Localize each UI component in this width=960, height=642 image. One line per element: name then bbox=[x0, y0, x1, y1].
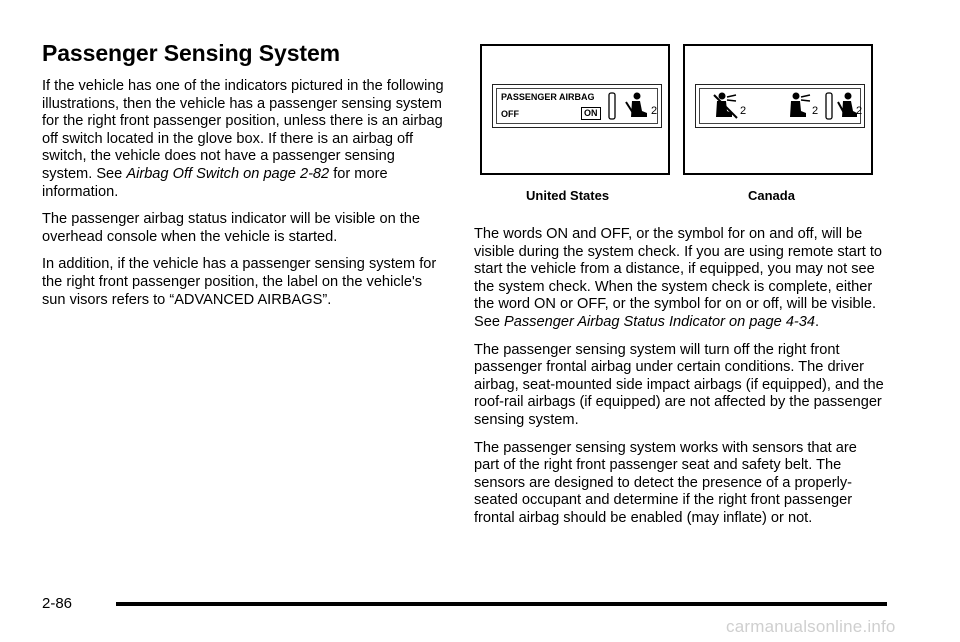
paragraph-turn-off: The passenger sensing system will turn off the right front passenger frontal airbag under certain conditions. The driver airbag, seat-mounted side impact airbags (if equipped), and the roof-rail airbags (if equipped) are not affected by the passenger sensing system. bbox=[474, 341, 884, 428]
divider-icon bbox=[607, 91, 617, 121]
caption-canada: Canada bbox=[748, 188, 795, 203]
icon-number-3: 2 bbox=[856, 105, 863, 117]
icon-number-2: 2 bbox=[812, 105, 819, 117]
on-label: ON bbox=[581, 107, 601, 120]
caption-united-states: United States bbox=[526, 188, 610, 203]
left-column bbox=[42, 40, 444, 319]
paragraph-intro bbox=[42, 78, 444, 201]
paragraph-sun-visor: In addition, if the vehicle has a passenger sensing system for the right front passenger position, the label on the vehicle's sun visors refers to “ADVANCED AIRBAGS”. bbox=[42, 256, 437, 308]
icon-number: 2 bbox=[651, 105, 658, 117]
footer-rule bbox=[116, 602, 887, 606]
airbag-off-symbol-icon bbox=[712, 91, 740, 121]
watermark: carmanualsonline.info bbox=[726, 617, 896, 636]
paragraph-system-check bbox=[474, 226, 884, 332]
right-text bbox=[474, 226, 884, 538]
section-title: Passenger Sensing System bbox=[42, 40, 341, 66]
system-check-text: The words ON and OFF, or the symbol for on and off, will be visible during the system check. If you are using remote start to start the vehicle from a distance, if equipped, you may not see the system check. When the system check is complete, either the word ON or OFF, or the symbol for on or off, will be visible. See bbox=[474, 226, 882, 330]
intro-text: If the vehicle has one of the indicators pictured in the following illustrations, then the vehicle has a passenger sensing system for the right front passenger position, unless there is an airbag off switch located in the glove box. If there is an airbag off switch, the vehicle does not have a passenger sensing system. See bbox=[42, 78, 444, 182]
us-indicator-display bbox=[492, 84, 662, 128]
icon-number-1: 2 bbox=[740, 105, 747, 117]
canada-indicator-illustration bbox=[683, 44, 873, 175]
canada-indicator-display bbox=[695, 84, 865, 128]
airbag-off-switch-reference[interactable]: Airbag Off Switch on page 2-82 bbox=[126, 165, 330, 182]
paragraph-status-indicator: The passenger airbag status indicator will be visible on the overhead console when the vehicle is started. bbox=[42, 211, 421, 245]
intro-text-end: for more information. bbox=[42, 165, 388, 200]
seated-passenger-icon bbox=[623, 91, 649, 121]
us-indicator-illustration bbox=[480, 44, 670, 175]
off-label: OFF bbox=[501, 109, 519, 119]
divider-icon bbox=[824, 91, 834, 121]
passenger-airbag-label: PASSENGER AIRBAG bbox=[501, 92, 595, 102]
status-indicator-reference[interactable]: Passenger Airbag Status Indicator on page 4-34 bbox=[504, 313, 816, 330]
seated-passenger-icon bbox=[836, 91, 858, 121]
airbag-on-symbol-icon bbox=[786, 91, 812, 121]
system-check-text-end: . bbox=[815, 313, 820, 330]
paragraph-sensors: The passenger sensing system works with sensors that are part of the right front passenger seat and safety belt. The sensors are designed to detect the presence of a properly-seated occupant and determine if the right front passenger frontal airbag should be enabled (may inflate) or not. bbox=[474, 439, 857, 526]
page-number: 2-86 bbox=[42, 595, 73, 612]
